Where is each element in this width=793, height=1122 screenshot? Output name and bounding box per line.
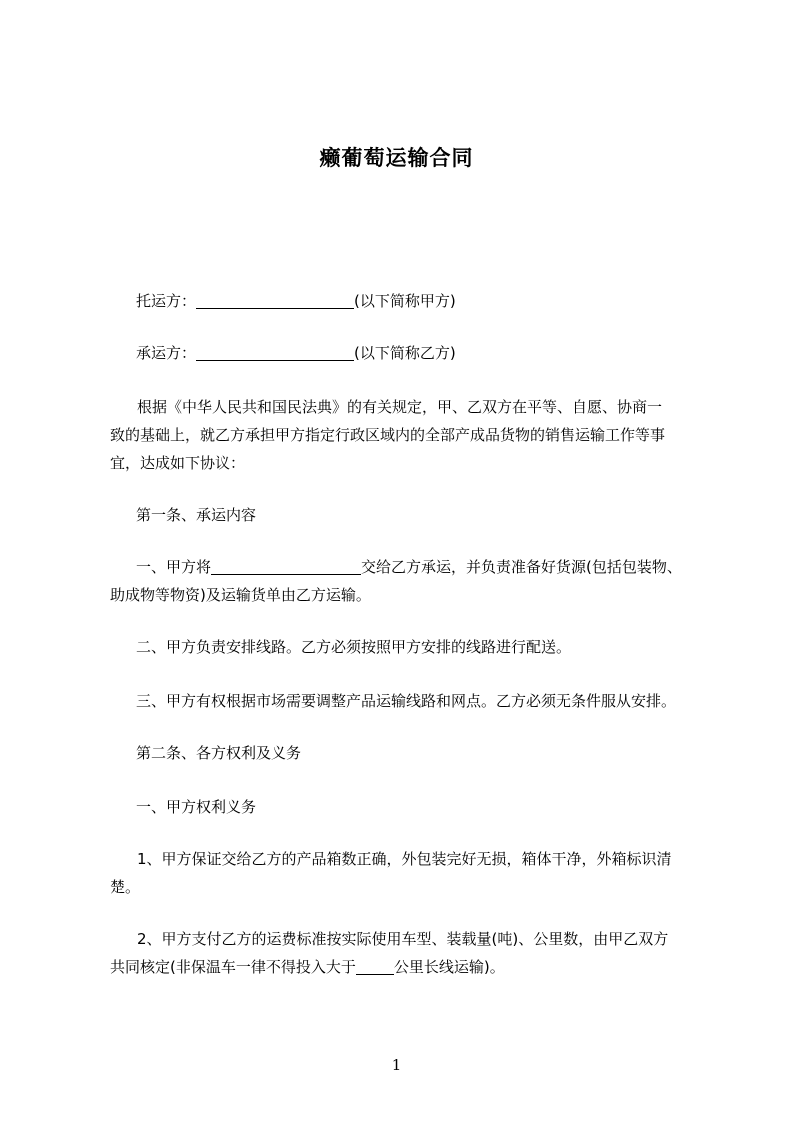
article2-clause2-prefix: 共同核定(非保温车一律不得投入大于 bbox=[110, 958, 356, 976]
shipper-line bbox=[136, 288, 736, 315]
article2-sub1: 一、甲方权利义务 bbox=[136, 798, 257, 816]
carrier-blank[interactable] bbox=[196, 345, 354, 361]
shipper-blank[interactable] bbox=[196, 293, 354, 309]
article1-item1-line1 bbox=[136, 554, 736, 581]
article2-clause1-line1: 1、甲方保证交给乙方的产品箱数正确，外包装完好无损，箱体干净，外箱标识清 bbox=[137, 850, 672, 868]
cargo-blank[interactable] bbox=[211, 559, 361, 575]
preamble-line-1: 根据《中华人民共和国民法典》的有关规定，甲、乙双方在平等、自愿、协商一 bbox=[137, 398, 663, 416]
carrier-label: 承运方： bbox=[136, 344, 197, 362]
article1-item2: 二、甲方负责安排线路。乙方必须按照甲方安排的线路进行配送。 bbox=[136, 638, 572, 656]
article2-clause2-line1: 2、甲方支付乙方的运费标准按实际使用车型、装载量(吨)、公里数，由甲乙双方 bbox=[137, 930, 669, 948]
article2-heading: 第二条、各方权利及义务 bbox=[136, 744, 302, 762]
article2-clause2-suffix: 公里长线运输)。 bbox=[393, 958, 505, 976]
article1-item1-line2: 助成物等物资)及运输货单由乙方运输。 bbox=[110, 586, 371, 604]
article2-clause1-line2: 楚。 bbox=[110, 878, 141, 896]
preamble-line-2: 致的基础上，就乙方承担甲方指定行政区域内的全部产成品货物的销售运输工作等事 bbox=[110, 426, 666, 444]
preamble-line-3: 宜，达成如下协议： bbox=[110, 454, 246, 472]
article1-item3: 三、甲方有权根据市场需要调整产品运输线路和网点。乙方必须无条件服从安排。 bbox=[136, 692, 677, 710]
article1-heading: 第一条、承运内容 bbox=[136, 506, 257, 524]
article2-clause2-line2 bbox=[110, 954, 710, 981]
article1-item1-middle: 交给乙方承运，并负责准备好货源(包括包装物、 bbox=[361, 558, 682, 576]
distance-blank[interactable] bbox=[356, 959, 394, 975]
carrier-suffix: (以下简称乙方) bbox=[354, 344, 456, 362]
article1-item1-prefix: 一、甲方将 bbox=[136, 558, 212, 576]
document-title: 癞葡萄运输合同 bbox=[319, 146, 474, 170]
page-number: 1 bbox=[391, 1056, 402, 1074]
shipper-label: 托运方： bbox=[136, 292, 197, 310]
carrier-line bbox=[136, 340, 736, 367]
shipper-suffix: (以下简称甲方) bbox=[354, 292, 456, 310]
